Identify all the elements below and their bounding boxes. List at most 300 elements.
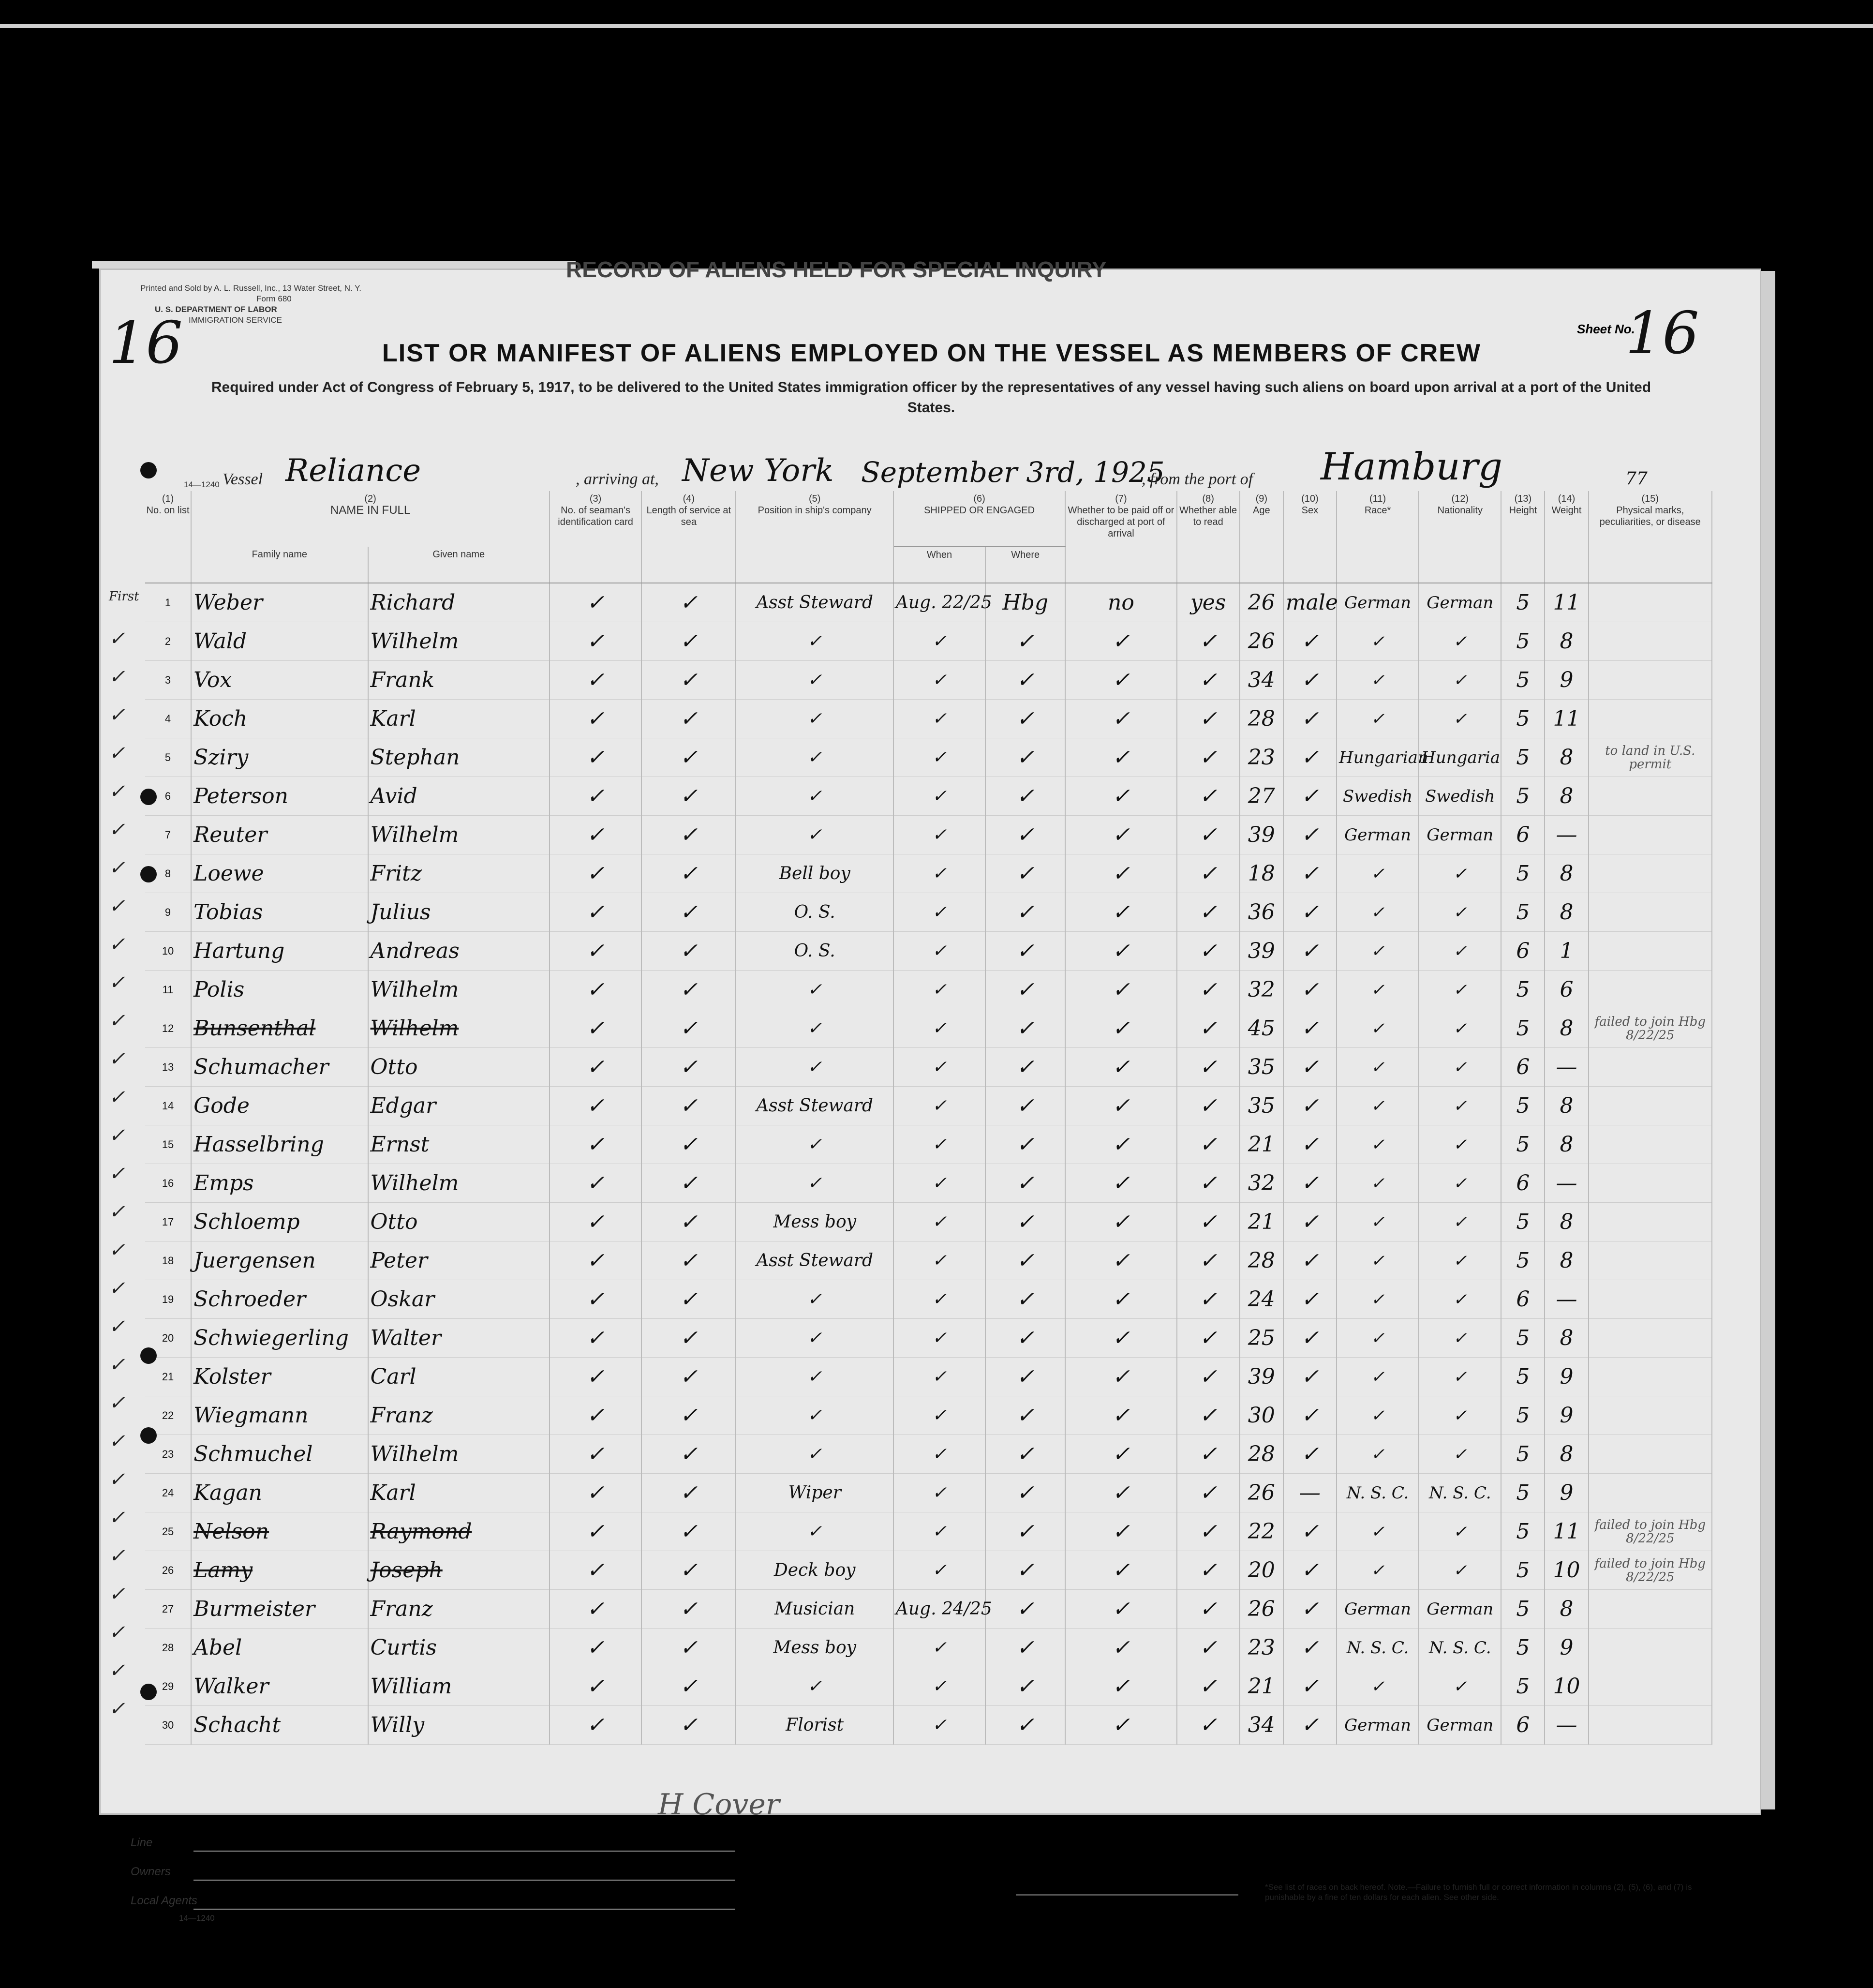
position-cell: ✓ (736, 1048, 893, 1087)
able-to-read-cell: ✓ (1177, 1474, 1240, 1512)
row-number-cell: 21 (145, 1358, 191, 1396)
race-cell: ✓ (1337, 622, 1419, 661)
shipped-where-cell: ✓ (985, 1474, 1065, 1512)
row-number-cell: 29 (145, 1667, 191, 1706)
service-check-cell: ✓ (641, 1667, 736, 1706)
row-number-cell: 19 (145, 1280, 191, 1319)
race-cell: German (1337, 583, 1419, 622)
paid-off-cell: ✓ (1065, 1706, 1176, 1745)
family-name-cell: Schmuchel (191, 1435, 368, 1474)
weight-cell: 8 (1545, 738, 1588, 777)
shipped-when-cell: ✓ (893, 893, 985, 932)
card-check-cell: ✓ (550, 1048, 641, 1087)
age-cell: 36 (1240, 893, 1283, 932)
height-cell: 5 (1501, 1241, 1545, 1280)
table-row (145, 1667, 1712, 1706)
sex-cell: ✓ (1283, 1551, 1337, 1590)
table-row (145, 700, 1712, 738)
departure-port: Hamburg (1321, 445, 1502, 489)
position-cell: ✓ (736, 816, 893, 854)
given-name-cell: Wilhelm (368, 1164, 550, 1203)
height-cell: 5 (1501, 661, 1545, 700)
weight-cell: — (1545, 1048, 1588, 1087)
col-nationality-header: (12) Nationality (1419, 491, 1501, 583)
shipped-where-cell: ✓ (985, 1706, 1065, 1745)
shipped-where-cell: ✓ (985, 777, 1065, 816)
position-cell: Asst Steward (736, 1087, 893, 1125)
service-check-cell: ✓ (641, 1125, 736, 1164)
margin-tick: ✓ (109, 1086, 125, 1108)
weight-cell: 9 (1545, 1396, 1588, 1435)
race-cell: ✓ (1337, 1087, 1419, 1125)
family-name-cell: Walker (191, 1667, 368, 1706)
physical-marks-cell (1589, 1125, 1712, 1164)
row-number-cell: 24 (145, 1474, 191, 1512)
paid-off-cell: ✓ (1065, 816, 1176, 854)
arrival-port: New York (682, 453, 834, 489)
given-name-cell: Andreas (368, 932, 550, 971)
table-header (145, 491, 1712, 583)
sex-cell: ✓ (1283, 1164, 1337, 1203)
weight-cell: 8 (1545, 1319, 1588, 1358)
given-name-cell: Karl (368, 1474, 550, 1512)
shipped-where-cell: ✓ (985, 1203, 1065, 1241)
age-cell: 26 (1240, 1474, 1283, 1512)
table-row (145, 1125, 1712, 1164)
paid-off-cell: ✓ (1065, 1009, 1176, 1048)
row-number-cell: 22 (145, 1396, 191, 1435)
table-row (145, 1358, 1712, 1396)
nationality-cell: ✓ (1419, 1667, 1501, 1706)
family-name-cell: Weber (191, 583, 368, 622)
family-name-cell: Kolster (191, 1358, 368, 1396)
family-name-cell: Vox (191, 661, 368, 700)
age-cell: 39 (1240, 816, 1283, 854)
card-check-cell: ✓ (550, 932, 641, 971)
family-name-cell: Schwiegerling (191, 1319, 368, 1358)
shipped-when-cell: ✓ (893, 700, 985, 738)
table-row (145, 1087, 1712, 1125)
position-cell: Florist (736, 1706, 893, 1745)
height-cell: 5 (1501, 700, 1545, 738)
physical-marks-cell (1589, 816, 1712, 854)
physical-marks-cell (1589, 1435, 1712, 1474)
agents-label: Local Agents (131, 1894, 197, 1907)
col-race-header: (11) Race* (1337, 491, 1419, 583)
col-marks-header: (15) Physical marks, peculiarities, or disease (1589, 491, 1712, 583)
race-cell: ✓ (1337, 1009, 1419, 1048)
service-check-cell: ✓ (641, 1280, 736, 1319)
physical-marks-cell (1589, 1358, 1712, 1396)
card-check-cell: ✓ (550, 1551, 641, 1590)
able-to-read-cell: ✓ (1177, 661, 1240, 700)
weight-cell: 9 (1545, 661, 1588, 700)
table-row (145, 583, 1712, 622)
col-height-header: (13) Height (1501, 491, 1545, 583)
margin-tick: ✓ (109, 1659, 125, 1682)
able-to-read-cell: ✓ (1177, 1358, 1240, 1396)
nationality-cell: Hungaria (1419, 738, 1501, 777)
table-row (145, 1551, 1712, 1590)
height-cell: 5 (1501, 622, 1545, 661)
table-row (145, 738, 1712, 777)
weight-cell: 11 (1545, 1512, 1588, 1551)
family-name-cell: Hartung (191, 932, 368, 971)
able-to-read-cell: ✓ (1177, 622, 1240, 661)
physical-marks-cell (1589, 1164, 1712, 1203)
card-check-cell: ✓ (550, 1009, 641, 1048)
margin-tick: ✓ (109, 819, 125, 841)
able-to-read-cell: ✓ (1177, 1551, 1240, 1590)
able-to-read-cell: ✓ (1177, 1241, 1240, 1280)
footnote: *See list of races on back hereof. Note.—Failure to furnish full or correct information in columns (2), (5), (6), and (7) is punishable by a fine of ten dollars for each alien. See other side. (1265, 1883, 1692, 1902)
service-check-cell: ✓ (641, 893, 736, 932)
weight-cell: 10 (1545, 1551, 1588, 1590)
weight-cell: 6 (1545, 971, 1588, 1009)
col-sex-header: (10) Sex (1283, 491, 1337, 583)
age-cell: 34 (1240, 1706, 1283, 1745)
card-check-cell: ✓ (550, 1474, 641, 1512)
weight-cell: 10 (1545, 1667, 1588, 1706)
margin-tick: ✓ (109, 895, 125, 917)
weight-cell: 8 (1545, 1241, 1588, 1280)
position-cell: ✓ (736, 738, 893, 777)
height-cell: 6 (1501, 1706, 1545, 1745)
card-check-cell: ✓ (550, 816, 641, 854)
card-check-cell: ✓ (550, 1358, 641, 1396)
given-name-cell: Karl (368, 700, 550, 738)
paid-off-cell: ✓ (1065, 1512, 1176, 1551)
table-row (145, 622, 1712, 661)
sex-cell: ✓ (1283, 1435, 1337, 1474)
punch-hole (140, 789, 157, 805)
race-cell: ✓ (1337, 854, 1419, 893)
col-position-header: (5) Position in ship's company (736, 491, 893, 583)
shipped-when-cell: ✓ (893, 971, 985, 1009)
col-card-header: (3) No. of seaman's identification card (550, 491, 641, 583)
service-name: IMMIGRATION SERVICE (189, 315, 282, 325)
shipped-where-cell: ✓ (985, 1551, 1065, 1590)
card-check-cell: ✓ (550, 738, 641, 777)
sex-cell: ✓ (1283, 622, 1337, 661)
race-cell: ✓ (1337, 893, 1419, 932)
race-cell: N. S. C. (1337, 1629, 1419, 1667)
family-name-cell: Wiegmann (191, 1396, 368, 1435)
service-check-cell: ✓ (641, 854, 736, 893)
margin-tick: ✓ (109, 780, 125, 803)
service-check-cell: ✓ (641, 1435, 736, 1474)
physical-marks-cell (1589, 1667, 1712, 1706)
position-cell: ✓ (736, 1319, 893, 1358)
given-name-cell: Otto (368, 1048, 550, 1087)
given-name-cell: Franz (368, 1396, 550, 1435)
physical-marks-cell (1589, 1706, 1712, 1745)
card-check-cell: ✓ (550, 622, 641, 661)
service-check-cell: ✓ (641, 816, 736, 854)
card-check-cell: ✓ (550, 1319, 641, 1358)
able-to-read-cell: ✓ (1177, 700, 1240, 738)
card-check-cell: ✓ (550, 1435, 641, 1474)
margin-tick: ✓ (109, 666, 125, 688)
position-cell: Mess boy (736, 1629, 893, 1667)
given-name-cell: Otto (368, 1203, 550, 1241)
able-to-read-cell: ✓ (1177, 1512, 1240, 1551)
shipped-where-cell: ✓ (985, 1512, 1065, 1551)
paid-off-cell: ✓ (1065, 1474, 1176, 1512)
age-cell: 30 (1240, 1396, 1283, 1435)
paid-off-cell: ✓ (1065, 1358, 1176, 1396)
row-number-cell: 30 (145, 1706, 191, 1745)
family-name-cell: Schroeder (191, 1280, 368, 1319)
table-row (145, 777, 1712, 816)
shipped-when-cell: ✓ (893, 777, 985, 816)
height-cell: 6 (1501, 1280, 1545, 1319)
nationality-cell: ✓ (1419, 1319, 1501, 1358)
sex-cell: ✓ (1283, 1396, 1337, 1435)
height-cell: 6 (1501, 816, 1545, 854)
row-number-cell: 18 (145, 1241, 191, 1280)
shipped-where-cell: ✓ (985, 1087, 1065, 1125)
card-check-cell: ✓ (550, 971, 641, 1009)
able-to-read-cell: ✓ (1177, 971, 1240, 1009)
shipped-where-cell: ✓ (985, 622, 1065, 661)
service-check-cell: ✓ (641, 1474, 736, 1512)
paid-off-cell: ✓ (1065, 1667, 1176, 1706)
height-cell: 5 (1501, 893, 1545, 932)
position-cell: O. S. (736, 932, 893, 971)
row-number-cell: 7 (145, 816, 191, 854)
page-title: LIST OR MANIFEST OF ALIENS EMPLOYED ON THE VESSEL AS MEMBERS OF CREW (382, 339, 1481, 367)
height-cell: 5 (1501, 738, 1545, 777)
sex-cell: — (1283, 1474, 1337, 1512)
physical-marks-cell (1589, 583, 1712, 622)
physical-marks-cell (1589, 854, 1712, 893)
age-cell: 28 (1240, 1435, 1283, 1474)
height-cell: 5 (1501, 1667, 1545, 1706)
line-rule (193, 1851, 735, 1852)
punch-hole (140, 866, 157, 882)
physical-marks-cell (1589, 1396, 1712, 1435)
position-cell: ✓ (736, 1358, 893, 1396)
col-when-header: When (893, 547, 985, 583)
sex-cell: ✓ (1283, 1667, 1337, 1706)
nationality-cell: German (1419, 583, 1501, 622)
row-number-cell: 9 (145, 893, 191, 932)
nationality-cell: German (1419, 1590, 1501, 1629)
position-cell: Bell boy (736, 854, 893, 893)
given-name-cell: Raymond (368, 1512, 550, 1551)
service-check-cell: ✓ (641, 700, 736, 738)
age-cell: 25 (1240, 1319, 1283, 1358)
punch-hole (140, 1684, 157, 1700)
age-cell: 22 (1240, 1512, 1283, 1551)
row-number-cell: 5 (145, 738, 191, 777)
table-row (145, 893, 1712, 932)
row-number-cell: 11 (145, 971, 191, 1009)
shipped-when-cell: ✓ (893, 1203, 985, 1241)
inspector-label: Immigrant Inspector. (1016, 1894, 1238, 1910)
family-name-cell: Koch (191, 700, 368, 738)
position-cell: ✓ (736, 661, 893, 700)
paid-off-cell: ✓ (1065, 971, 1176, 1009)
vessel-label: Vessel (223, 470, 263, 488)
height-cell: 6 (1501, 1164, 1545, 1203)
given-name-cell: Wilhelm (368, 816, 550, 854)
age-cell: 26 (1240, 1590, 1283, 1629)
height-cell: 5 (1501, 1590, 1545, 1629)
card-check-cell: ✓ (550, 1241, 641, 1280)
col-weight-header: (14) Weight (1545, 491, 1588, 583)
family-name-cell: Schumacher (191, 1048, 368, 1087)
shipped-when-cell: ✓ (893, 1048, 985, 1087)
agents-rule (193, 1909, 735, 1910)
weight-cell: 8 (1545, 1087, 1588, 1125)
service-check-cell: ✓ (641, 1203, 736, 1241)
col-given-name-header: Given name (368, 547, 550, 583)
race-cell: ✓ (1337, 661, 1419, 700)
shipped-where-cell: ✓ (985, 1241, 1065, 1280)
family-name-cell: Loewe (191, 854, 368, 893)
weight-cell: 11 (1545, 700, 1588, 738)
underlying-sheet-edge (92, 261, 576, 269)
position-cell: ✓ (736, 1396, 893, 1435)
sex-cell: ✓ (1283, 661, 1337, 700)
service-check-cell: ✓ (641, 1241, 736, 1280)
shipped-when-cell: ✓ (893, 1087, 985, 1125)
paid-off-cell: ✓ (1065, 1241, 1176, 1280)
race-cell: ✓ (1337, 971, 1419, 1009)
able-to-read-cell: yes (1177, 583, 1240, 622)
shipped-where-cell: ✓ (985, 1667, 1065, 1706)
card-check-cell: ✓ (550, 1280, 641, 1319)
given-name-cell: Peter (368, 1241, 550, 1280)
weight-cell: 9 (1545, 1629, 1588, 1667)
card-check-cell: ✓ (550, 700, 641, 738)
sex-cell: ✓ (1283, 1590, 1337, 1629)
nationality-cell: ✓ (1419, 1280, 1501, 1319)
age-cell: 28 (1240, 700, 1283, 738)
height-cell: 5 (1501, 1629, 1545, 1667)
age-cell: 39 (1240, 932, 1283, 971)
paid-off-cell: ✓ (1065, 1164, 1176, 1203)
owners-label: Owners (131, 1865, 171, 1878)
shipped-when-cell: ✓ (893, 854, 985, 893)
top-border-line (0, 24, 1873, 28)
sex-cell: ✓ (1283, 1319, 1337, 1358)
nationality-cell: German (1419, 816, 1501, 854)
age-cell: 32 (1240, 1164, 1283, 1203)
card-check-cell: ✓ (550, 1706, 641, 1745)
sex-cell: ✓ (1283, 1125, 1337, 1164)
margin-tick: ✓ (109, 1010, 125, 1032)
race-cell: ✓ (1337, 1396, 1419, 1435)
row-number-cell: 12 (145, 1009, 191, 1048)
physical-marks-cell (1589, 1241, 1712, 1280)
nationality-cell: ✓ (1419, 1164, 1501, 1203)
family-name-cell: Sziry (191, 738, 368, 777)
age-cell: 27 (1240, 777, 1283, 816)
service-check-cell: ✓ (641, 1551, 736, 1590)
physical-marks-cell (1589, 1629, 1712, 1667)
physical-marks-cell (1589, 777, 1712, 816)
position-cell: ✓ (736, 1667, 893, 1706)
table-row (145, 1474, 1712, 1512)
height-cell: 5 (1501, 1435, 1545, 1474)
shipped-when-cell: Aug. 24/25 (893, 1590, 985, 1629)
shipped-when-cell: ✓ (893, 1125, 985, 1164)
family-name-cell: Burmeister (191, 1590, 368, 1629)
shipped-when-cell: ✓ (893, 1667, 985, 1706)
able-to-read-cell: ✓ (1177, 1629, 1240, 1667)
margin-tick: ✓ (109, 1163, 125, 1185)
physical-marks-cell (1589, 1474, 1712, 1512)
shipped-when-cell: ✓ (893, 1396, 985, 1435)
shipped-when-cell: ✓ (893, 1319, 985, 1358)
age-cell: 39 (1240, 1358, 1283, 1396)
position-cell: ✓ (736, 1280, 893, 1319)
card-check-cell: ✓ (550, 1512, 641, 1551)
paid-off-cell: ✓ (1065, 932, 1176, 971)
sex-cell: ✓ (1283, 1706, 1337, 1745)
position-cell: ✓ (736, 1009, 893, 1048)
position-cell: ✓ (736, 1512, 893, 1551)
height-cell: 5 (1501, 1551, 1545, 1590)
form-code-top: 14—1240 (184, 480, 220, 489)
shipped-when-cell: ✓ (893, 738, 985, 777)
shipped-where-cell: ✓ (985, 1629, 1065, 1667)
nationality-cell: ✓ (1419, 1048, 1501, 1087)
weight-cell: — (1545, 1706, 1588, 1745)
given-name-cell: Stephan (368, 738, 550, 777)
nationality-cell: ✓ (1419, 971, 1501, 1009)
service-check-cell: ✓ (641, 932, 736, 971)
given-name-cell: William (368, 1667, 550, 1706)
physical-marks-cell (1589, 1203, 1712, 1241)
height-cell: 6 (1501, 1048, 1545, 1087)
col-service-header: (4) Length of service at sea (641, 491, 736, 583)
weight-cell: 8 (1545, 1435, 1588, 1474)
row-number-cell: 26 (145, 1551, 191, 1590)
service-check-cell: ✓ (641, 583, 736, 622)
service-check-cell: ✓ (641, 1629, 736, 1667)
able-to-read-cell: ✓ (1177, 1203, 1240, 1241)
race-cell: ✓ (1337, 1319, 1419, 1358)
paid-off-cell: ✓ (1065, 622, 1176, 661)
card-check-cell: ✓ (550, 893, 641, 932)
sex-cell: male (1283, 583, 1337, 622)
weight-cell: 9 (1545, 1474, 1588, 1512)
given-name-cell: Richard (368, 583, 550, 622)
sex-cell: ✓ (1283, 1203, 1337, 1241)
inspector-signature: H Cover (658, 1788, 780, 1822)
sex-cell: ✓ (1283, 700, 1337, 738)
nationality-cell: Swedish (1419, 777, 1501, 816)
sex-cell: ✓ (1283, 1280, 1337, 1319)
col-family-name-header: Family name (191, 547, 368, 583)
col-name-header: (2) NAME IN FULL (191, 491, 550, 547)
shipped-where-cell: ✓ (985, 1396, 1065, 1435)
race-cell: German (1337, 1706, 1419, 1745)
margin-tick: ✓ (109, 704, 125, 726)
table-row (145, 661, 1712, 700)
able-to-read-cell: ✓ (1177, 777, 1240, 816)
physical-marks-cell (1589, 1280, 1712, 1319)
shipped-where-cell: ✓ (985, 816, 1065, 854)
margin-tick: ✓ (109, 1048, 125, 1070)
paid-off-cell: ✓ (1065, 1590, 1176, 1629)
sex-cell: ✓ (1283, 1009, 1337, 1048)
physical-marks-cell: failed to join Hbg 8/22/25 (1589, 1009, 1712, 1048)
